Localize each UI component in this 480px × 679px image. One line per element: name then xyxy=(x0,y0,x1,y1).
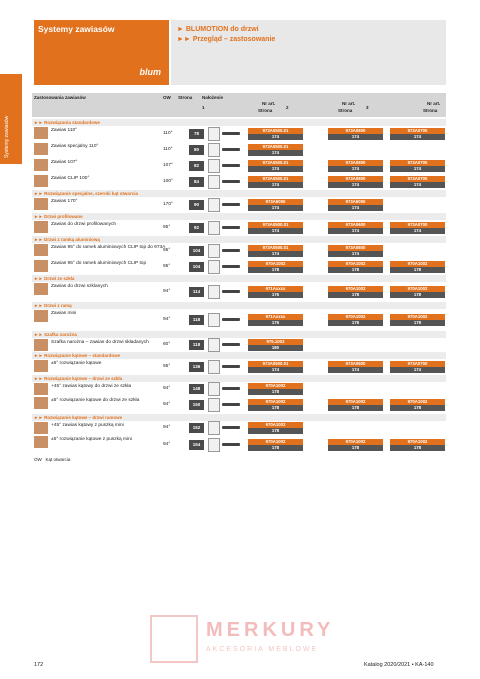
section-header: ►► Rozwiązanie kątowe – standardowe xyxy=(32,352,446,359)
article-cell xyxy=(328,245,383,257)
hinge-icon xyxy=(208,175,220,189)
article-number: 970A1002 xyxy=(390,261,445,267)
article-page: 178 xyxy=(328,405,383,411)
article-page: 176 xyxy=(248,292,303,298)
article-page: 178 xyxy=(248,428,303,434)
article-cell xyxy=(328,314,383,326)
article-cell xyxy=(390,361,445,373)
table-row xyxy=(32,421,446,435)
row-ow: 110° xyxy=(163,147,173,152)
article-page: 174 xyxy=(328,367,383,373)
hinge-image xyxy=(34,397,48,409)
article-number: 973A0500.01 xyxy=(248,245,303,251)
row-name: Zawias CLIP 100° xyxy=(51,176,90,181)
hinge-image xyxy=(34,360,48,372)
article-number: 973A0500.01 xyxy=(248,176,303,182)
hinge-image xyxy=(34,244,48,256)
mounting-plate-icon xyxy=(222,265,240,268)
article-cell xyxy=(248,399,303,411)
hinge-image xyxy=(34,127,48,139)
row-strona: 152 xyxy=(189,423,204,433)
article-cell xyxy=(390,399,445,411)
article-cell xyxy=(248,339,303,351)
row-name: Szafka narożna – zawias do drzwi składanych xyxy=(51,340,149,345)
article-page: 174 xyxy=(328,228,383,234)
table-row xyxy=(32,243,446,259)
article-page: 174 xyxy=(328,166,383,172)
table-row xyxy=(32,309,446,331)
hinge-image xyxy=(34,260,48,272)
hinge-icon xyxy=(208,143,220,157)
table-header xyxy=(32,93,446,117)
article-cell xyxy=(248,245,303,257)
hinge-image xyxy=(34,422,48,434)
article-page: 174 xyxy=(248,150,303,156)
article-cell xyxy=(390,176,445,188)
col-ow: OW xyxy=(163,95,171,100)
row-name: ±5° rozwiązanie kątowe z puszką mini xyxy=(51,437,132,442)
article-page: 174 xyxy=(248,182,303,188)
article-number: 970A1002 xyxy=(328,439,383,445)
article-page: 180 xyxy=(248,345,303,351)
col-strona: Strona xyxy=(178,95,193,100)
row-strona: 148 xyxy=(189,384,204,394)
hinge-image xyxy=(34,198,48,210)
row-strona: 118 xyxy=(189,315,204,325)
article-number: 973A0500.01 xyxy=(248,128,303,134)
article-cell xyxy=(390,160,445,172)
article-number: 973A0700 xyxy=(390,160,445,166)
article-cell xyxy=(328,199,383,211)
mounting-plate-icon xyxy=(222,318,240,321)
article-cell xyxy=(248,439,303,451)
article-number: 970A1002 xyxy=(328,286,383,292)
article-page: 174 xyxy=(248,228,303,234)
page-title: Systemy zawiasów xyxy=(38,24,115,34)
table-row xyxy=(32,382,446,396)
section-header: ►► Szafka narożna xyxy=(32,331,446,338)
article-number: 973A0500.01 xyxy=(248,144,303,150)
article-page: 174 xyxy=(248,166,303,172)
row-name: Zawias do drzwi profilowanych xyxy=(51,222,117,227)
article-number: 970A1002 xyxy=(248,399,303,405)
article-page: 178 xyxy=(390,267,445,273)
article-cell xyxy=(248,160,303,172)
table-row xyxy=(32,338,446,352)
col-2-strona: Strona xyxy=(258,108,273,113)
row-ow: 60° xyxy=(163,342,171,347)
table-row xyxy=(32,158,446,174)
row-ow: 95° xyxy=(163,225,171,230)
row-ow: 94° xyxy=(163,442,171,447)
article-number: 973A0600 xyxy=(328,245,383,251)
article-cell xyxy=(328,222,383,234)
article-number: 970A1002 xyxy=(248,439,303,445)
row-name: ±5° rozwiązanie kątowe xyxy=(51,361,102,366)
article-number: 973A6000 xyxy=(248,199,303,205)
section-header: ►► Rozwiązanie kątowe – drzwi ze szkła xyxy=(32,375,446,382)
article-page: 178 xyxy=(390,292,445,298)
table-row xyxy=(32,396,446,414)
col-4-nrart: Nr art. xyxy=(427,101,441,106)
row-name: Zawias 95° do ramek aluminiowych CLIP top xyxy=(51,261,147,266)
article-number: 973A0600 xyxy=(328,222,383,228)
hinge-icon xyxy=(208,221,220,235)
mounting-plate-icon xyxy=(222,132,240,135)
row-ow: 94° xyxy=(163,386,171,391)
mounting-plate-icon xyxy=(222,365,240,368)
col-3: 3 xyxy=(366,105,369,110)
article-page: 178 xyxy=(248,267,303,273)
row-ow: 107° xyxy=(163,163,173,168)
article-number: 973A6000 xyxy=(328,199,383,205)
row-ow: 94° xyxy=(163,317,171,322)
article-cell xyxy=(328,176,383,188)
row-ow: 110° xyxy=(163,131,173,136)
article-page: 174 xyxy=(390,134,445,140)
row-ow: 95° xyxy=(163,364,171,369)
row-name: Zawias mini xyxy=(51,311,77,316)
article-page: 174 xyxy=(248,251,303,257)
mounting-plate-icon xyxy=(222,164,240,167)
article-number: 970A1002 xyxy=(390,314,445,320)
row-name: Zawias do drzwi szklanych xyxy=(51,284,108,289)
subtitle-line-1: ► BLUMOTION do drzwi xyxy=(177,26,259,33)
merkury-logo-icon xyxy=(150,615,198,663)
table-row xyxy=(32,259,446,275)
hinge-icon xyxy=(208,421,220,435)
article-page: 176 xyxy=(248,320,303,326)
row-strona: 90 xyxy=(189,200,204,210)
row-strona: 84 xyxy=(189,177,204,187)
hinge-icon xyxy=(208,382,220,396)
header-subtitle-block xyxy=(171,20,446,85)
row-strona: 82 xyxy=(189,161,204,171)
row-ow: 95° xyxy=(163,264,171,269)
row-strona: 104 xyxy=(189,262,204,272)
mounting-plate-icon xyxy=(222,226,240,229)
col-2-nrart: Nr art. xyxy=(262,101,276,106)
article-number: 971Axxxx xyxy=(248,314,303,320)
hinge-image xyxy=(34,339,48,351)
article-cell xyxy=(328,128,383,140)
article-number: 973A0600 xyxy=(328,160,383,166)
mounting-plate-icon xyxy=(222,426,240,429)
article-cell xyxy=(328,439,383,451)
article-cell xyxy=(248,361,303,373)
article-cell xyxy=(328,261,383,273)
article-number: 973A0600 xyxy=(328,128,383,134)
row-ow: 94° xyxy=(163,425,171,430)
col-3-strona: Strona xyxy=(338,108,353,113)
mounting-plate-icon xyxy=(222,403,240,406)
article-number: 970A1002 xyxy=(328,314,383,320)
col-app: Zastosowania zawiasów xyxy=(34,95,86,100)
article-number: 973A0500.01 xyxy=(248,160,303,166)
article-number: 970A1002 xyxy=(248,261,303,267)
table-row xyxy=(32,220,446,236)
mounting-plate-icon xyxy=(222,180,240,183)
row-ow: 94° xyxy=(163,289,171,294)
article-cell xyxy=(390,261,445,273)
section-header: ►► Rozwiązania standardowe xyxy=(32,119,446,126)
mounting-plate-icon xyxy=(222,290,240,293)
article-cell xyxy=(248,176,303,188)
hinge-icon xyxy=(208,244,220,258)
row-name: Zawias 107° xyxy=(51,160,78,165)
article-number: 973A0700 xyxy=(390,361,445,367)
article-number: 973A0500.01 xyxy=(248,361,303,367)
table-row xyxy=(32,126,446,142)
col-nalozenie: Nałożenie xyxy=(202,95,224,100)
hinge-icon xyxy=(208,398,220,412)
article-number: 973A0600 xyxy=(328,176,383,182)
article-page: 178 xyxy=(248,389,303,395)
article-number: 975.1002 xyxy=(248,339,303,345)
article-cell xyxy=(248,383,303,395)
article-page: 174 xyxy=(248,205,303,211)
hinge-image xyxy=(34,159,48,171)
article-cell xyxy=(248,199,303,211)
table-row xyxy=(32,197,446,213)
article-page: 174 xyxy=(328,251,383,257)
row-name: Zawias 95° do ramek aluminiowych CLIP top do 973A xyxy=(51,245,166,250)
article-page: 174 xyxy=(390,228,445,234)
article-page: 174 xyxy=(390,166,445,172)
subtitle-line-2: ►► Przegląd – zastosowanie xyxy=(177,36,276,43)
hinge-icon xyxy=(208,260,220,274)
row-strona: 92 xyxy=(189,223,204,233)
mounting-plate-icon xyxy=(222,203,240,206)
article-page: 178 xyxy=(328,292,383,298)
catalog-ref: Katalog 2020/2021 • KA-140 xyxy=(364,662,434,668)
section-header: ►► Drzwi ze szkła xyxy=(32,275,446,282)
mounting-plate-icon xyxy=(222,443,240,446)
article-cell xyxy=(248,261,303,273)
article-cell xyxy=(390,286,445,298)
watermark-brand: MERKURY xyxy=(206,619,335,641)
section-header: ►► Drzwi profilowane xyxy=(32,213,446,220)
hinge-icon xyxy=(208,338,220,352)
col-3-nrart: Nr art. xyxy=(342,101,356,106)
article-page: 174 xyxy=(390,182,445,188)
article-cell xyxy=(390,439,445,451)
watermark-tagline: AKCESORIA MEBLOWE xyxy=(206,646,319,653)
row-name: Zawias 110° xyxy=(51,128,78,133)
article-number: 970A1002 xyxy=(248,422,303,428)
hinge-image xyxy=(34,310,48,322)
blum-logo: blum xyxy=(139,67,161,77)
article-page: 178 xyxy=(390,445,445,451)
header-title-block xyxy=(34,20,169,85)
row-strona: 114 xyxy=(189,287,204,297)
article-number: 970A1002 xyxy=(328,399,383,405)
mounting-plate-icon xyxy=(222,387,240,390)
article-number: 973A0600 xyxy=(328,361,383,367)
article-number: 970A1002 xyxy=(248,383,303,389)
row-name: Zawias 170° xyxy=(51,199,78,204)
article-page: 178 xyxy=(248,405,303,411)
table-row xyxy=(32,174,446,190)
article-number: 973A0700 xyxy=(390,128,445,134)
hinge-image xyxy=(34,221,48,233)
table-row xyxy=(32,359,446,375)
mounting-plate-icon xyxy=(222,148,240,151)
table-row xyxy=(32,435,446,455)
article-cell xyxy=(248,144,303,156)
section-header: ►► Drzwi z ramką aluminiową xyxy=(32,236,446,243)
article-cell xyxy=(248,222,303,234)
row-ow: 170° xyxy=(163,202,173,207)
article-number: 973A0700 xyxy=(390,222,445,228)
hinge-icon xyxy=(208,360,220,374)
article-number: 970A1002 xyxy=(390,399,445,405)
hinge-image xyxy=(34,143,48,155)
col-4-strona: Strona xyxy=(423,108,438,113)
article-page: 174 xyxy=(390,367,445,373)
row-strona: 78 xyxy=(189,129,204,139)
article-cell xyxy=(390,222,445,234)
hinge-image xyxy=(34,436,48,448)
article-cell xyxy=(328,286,383,298)
row-name: +45° zawias kątowy z puszką mini xyxy=(51,423,124,428)
article-page: 178 xyxy=(328,267,383,273)
section-header: ►► Rozwiązanie specjalne, szeroki kąt otwarcia xyxy=(32,190,446,197)
article-page: 178 xyxy=(328,445,383,451)
hinge-image xyxy=(34,283,48,295)
article-cell xyxy=(248,314,303,326)
row-name: Zawias specjalny 110° xyxy=(51,144,99,149)
article-page: 174 xyxy=(248,134,303,140)
hinge-icon xyxy=(208,285,220,299)
article-cell xyxy=(328,399,383,411)
col-1: 1 xyxy=(202,105,205,110)
article-page: 174 xyxy=(328,182,383,188)
table-row xyxy=(32,282,446,302)
article-number: 970A1002 xyxy=(390,286,445,292)
article-cell xyxy=(328,361,383,373)
row-strona: 150 xyxy=(189,400,204,410)
article-page: 174 xyxy=(248,367,303,373)
row-ow: 95° xyxy=(163,248,171,253)
hinge-image xyxy=(34,383,48,395)
article-page: 178 xyxy=(328,320,383,326)
row-strona: 104 xyxy=(189,246,204,256)
side-tab-label: Systemy zawiasów xyxy=(4,115,10,158)
hinge-icon xyxy=(208,198,220,212)
article-page: 174 xyxy=(328,205,383,211)
article-cell xyxy=(390,314,445,326)
article-number: 973A0500.01 xyxy=(248,222,303,228)
row-strona: 136 xyxy=(189,362,204,372)
row-name: +45° zawias kątowy do drzwi ze szkła xyxy=(51,384,132,389)
article-page: 174 xyxy=(328,134,383,140)
article-number: 970A1002 xyxy=(328,261,383,267)
page-number: 172 xyxy=(34,662,44,668)
article-cell xyxy=(390,128,445,140)
article-number: 971Axxxx xyxy=(248,286,303,292)
row-name: ±5° rozwiązanie kątowe do drzwi ze szkła xyxy=(51,398,140,403)
hinge-icon xyxy=(208,313,220,327)
table-row xyxy=(32,142,446,158)
col-2: 2 xyxy=(286,105,289,110)
article-cell xyxy=(248,128,303,140)
mounting-plate-icon xyxy=(222,343,240,346)
row-strona: 118 xyxy=(189,340,204,350)
article-page: 178 xyxy=(390,405,445,411)
article-number: 973A0700 xyxy=(390,176,445,182)
article-page: 178 xyxy=(248,445,303,451)
section-header: ►► Drzwi z ramą xyxy=(32,302,446,309)
section-header: ►► Rozwiązanie kątowe – drzwi ramowe xyxy=(32,414,446,421)
row-strona: 80 xyxy=(189,145,204,155)
row-strona: 154 xyxy=(189,440,204,450)
footnote: OW Kąt otwarcia xyxy=(34,457,71,462)
hinge-icon xyxy=(208,127,220,141)
article-number: 970A1002 xyxy=(390,439,445,445)
row-ow: 100° xyxy=(163,179,173,184)
row-ow: 94° xyxy=(163,402,171,407)
hinge-icon xyxy=(208,159,220,173)
article-cell xyxy=(328,160,383,172)
article-page: 178 xyxy=(390,320,445,326)
article-cell xyxy=(248,286,303,298)
article-cell xyxy=(248,422,303,434)
side-tab xyxy=(0,74,22,164)
hinge-icon xyxy=(208,438,220,452)
mounting-plate-icon xyxy=(222,249,240,252)
hinge-image xyxy=(34,175,48,187)
